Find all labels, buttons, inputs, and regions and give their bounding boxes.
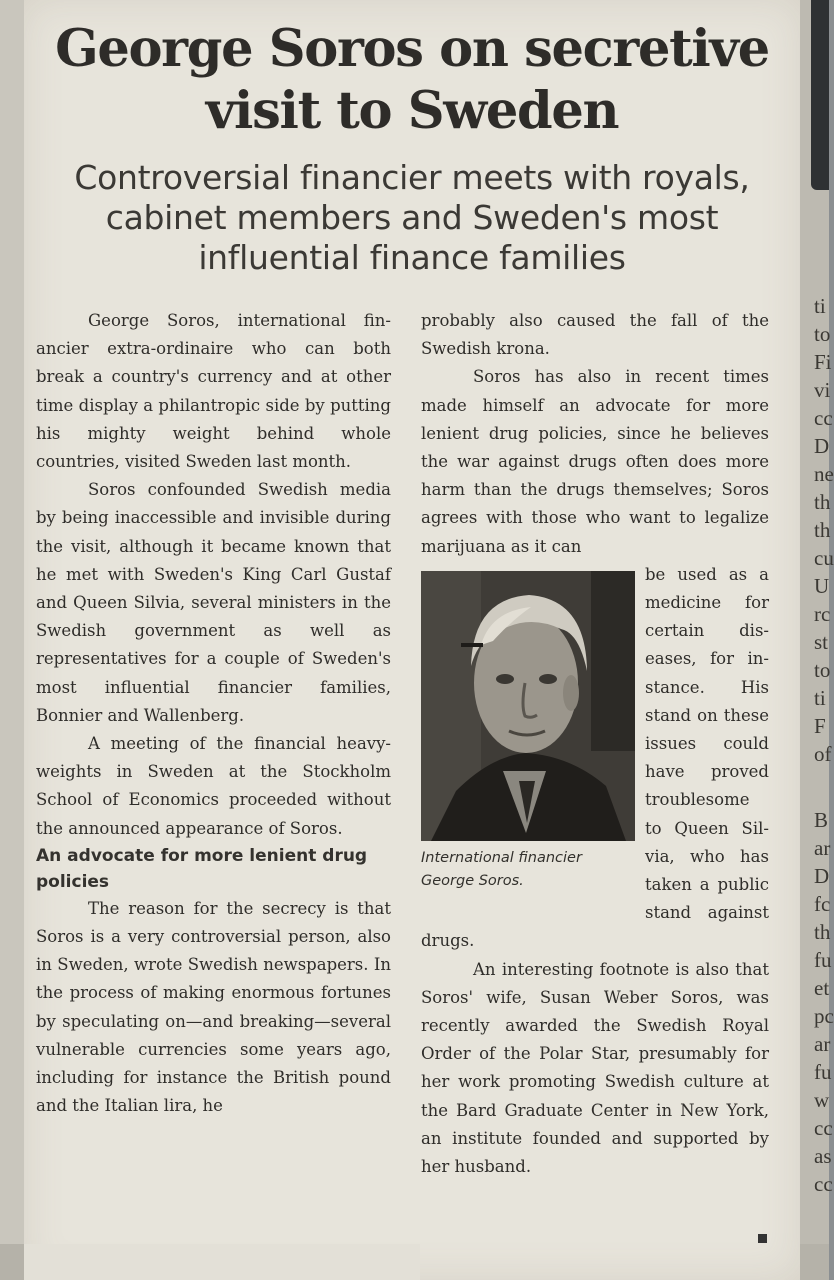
article-column-2 — [421, 307, 769, 1181]
paragraph: George Soros, international financier extra-ordinaire who can both break a country's currency and at other time display a philantropic side by putting his mighty weight behind whole countries, visited Sweden last month. — [36, 311, 391, 472]
headline-line-1: George Soros on secretive — [55, 19, 769, 79]
adjacent-page-right — [800, 0, 834, 1280]
deck — [24, 158, 800, 278]
deck-line-1: Controversial financier meets with royals, — [74, 158, 750, 197]
clipping-tail — [24, 1244, 420, 1280]
portrait-image — [421, 571, 635, 841]
caption-line-1: International financier — [421, 849, 582, 866]
headline — [24, 18, 800, 142]
paragraph: Soros confounded Swedish media by being inaccessible and invisible during the visit, although it became known that he met with Sweden's King Carl Gustaf and Queen Silvia, several ministers in the Swedish government as well as representatives for a couple of Sweden's most influential financier families, Bonnier and Wallenberg. — [36, 480, 391, 725]
adjacent-page-left — [0, 0, 26, 1280]
end-mark — [758, 1234, 767, 1243]
deck-line-2: cabinet members and Sweden's most — [105, 198, 719, 237]
paragraph: probably also caused the fall of the Swedish krona. — [421, 311, 769, 359]
paragraph: Soros has also in recent times made himself an advocate for more lenient drug policies, since he believes the war against drugs often does more harm than the drugs themselves; Soros agrees with those who want to legalize marijuana as it can — [421, 367, 769, 556]
photo-caption — [421, 847, 635, 893]
deck-line-3: influential finance families — [198, 238, 626, 277]
paragraph: A meeting of the financial heavy-weights in Sweden at the Stockholm School of Economics proceeded without the announced appearance of Soros. — [36, 734, 391, 838]
paragraph: An interesting footnote is also that Soros' wife, Susan Weber Soros, was recently awarded the Swedish Royal Order of the Polar Star, presumably for her work promoting Swedish culture at the Bard Graduate Center in New York, an institute founded and supported by her husband. — [421, 959, 769, 1177]
article-column-1 — [36, 307, 391, 1120]
paragraph: The reason for the secrecy is that Soros is a very controversial person, also in Sweden, wrote Swedish newspapers. In the process of making enormous fortunes by speculating on—and breaking—several vulnerable currencies some years ago, including for instance the British pound and the Italian lira, he — [36, 898, 391, 1116]
adjacent-text-bottom: B ar D fc th fu et pc ar fu w cc as cc — [814, 808, 834, 1196]
photo-figure — [421, 571, 635, 901]
caption-line-2: George Soros. — [421, 872, 524, 889]
paragraph: be used as a medicine for certain diseases, for instance. His stand on these issues could have proved troublesome to Queen Silvia, who has taken a public stand against drugs. — [421, 564, 769, 951]
portrait-photo — [421, 571, 635, 841]
device-edge — [811, 0, 829, 190]
headline-line-2: visit to Sweden — [205, 81, 619, 141]
subheading: An advocate for more lenient drug policies — [36, 845, 368, 892]
adjacent-text-top: ti to Fi vi cc D ne th th cu U rc st to ti F of — [814, 294, 834, 766]
